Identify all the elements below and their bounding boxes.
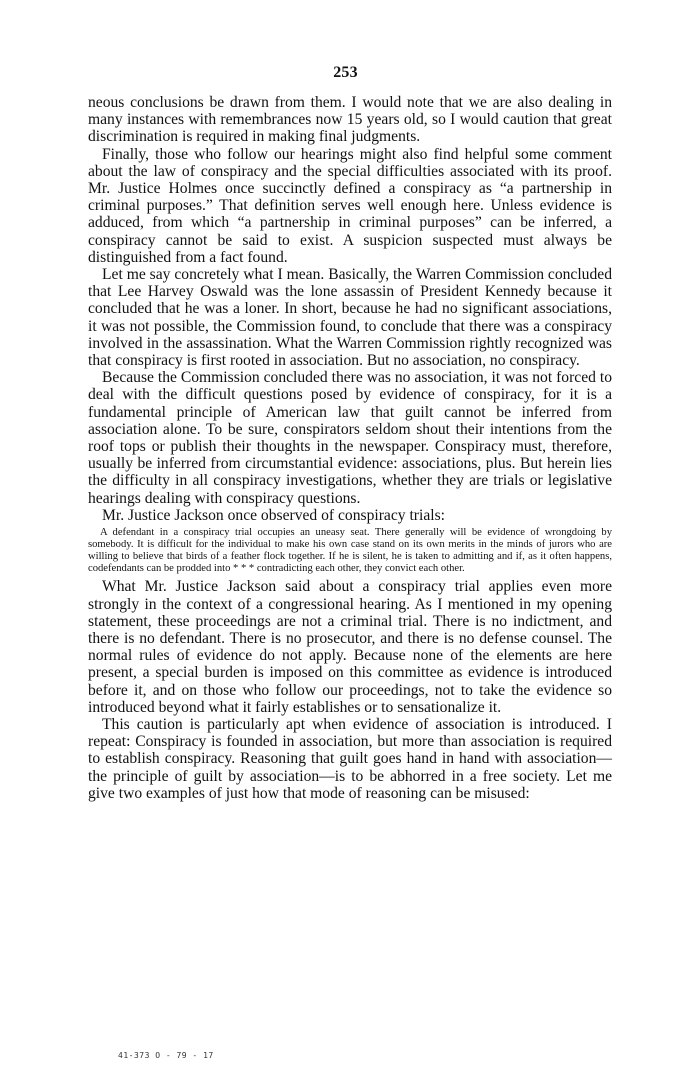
document-body: [88, 94, 612, 802]
paragraph: Let me say concretely what I mean. Basically, the Warren Commission concluded that Lee Harvey Oswald was the lone assassin of President Kennedy because it concluded that he was a loner. In short, because he had no significant associations, it was not possible, the Commission found, to conclude that there was a conspiracy involved in the assassination. What the Warren Commission rightly recognized was that conspiracy is first rooted in association. But no association, no conspiracy.: [88, 266, 612, 370]
paragraph: Because the Commission concluded there was no association, it was not forced to deal with the difficult questions posed by evidence of conspiracy, for it is a fundamental principle of American law that guilt cannot be inferred from association alone. To be sure, conspirators seldom shout their intentions from the roof tops or publish their thoughts in the newspaper. Conspiracy must, therefore, usually be inferred from circumstantial evidence: associations, plus. But herein lies the difficulty in all conspiracy investigations, whether they are trials or legislative hearings dealing with conspiracy questions.: [88, 369, 612, 507]
printing-code: 41-373 O - 79 - 17: [118, 1051, 214, 1060]
block-quote: A defendant in a conspiracy trial occupies an uneasy seat. There generally will be evidence of wrongdoing by somebody. It is difficult for the individual to make his own case stand on its own merits in the minds of jurors who are willing to believe that birds of a feather flock together. If he is silent, he is taken to admitting and if, as it often happens, codefendants can be prodded into * * * contradicting each other, they convict each other.: [88, 527, 612, 575]
page-number: 253: [333, 64, 358, 81]
paragraph: Mr. Justice Jackson once observed of conspiracy trials:: [102, 506, 445, 524]
paragraph: Finally, those who follow our hearings might also find helpful some comment about the law of conspiracy and the special difficulties associated with its proof. Mr. Justice Holmes once succinctly defined a conspiracy as “a partnership in criminal purposes.” That definition serves well enough here. Unless evidence is adduced, from which “a partnership in criminal purposes” can be inferred, a conspiracy cannot be said to exist. A suspicion suspected must always be distinguished from a fact found.: [88, 145, 612, 266]
paragraph: neous conclusions be drawn from them. I would note that we are also dealing in many instances with remembrances now 15 years old, so I would caution that great discrimination is required in making final judgments.: [88, 94, 612, 146]
paragraph: This caution is particularly apt when evidence of association is introduced. I repeat: Conspiracy is founded in association, but more than association is required to establish conspiracy. Reasoning that guilt goes hand in hand with association—the principle of guilt by association—is to be abhorred in a free society. Let me give two examples of just how that mode of reasoning can be misused:: [88, 716, 612, 802]
paragraph: What Mr. Justice Jackson said about a conspiracy trial applies even more strongly in the context of a congressional hearing. As I mentioned in my opening statement, these proceedings are not a criminal trial. There is no indictment, and there is no defendant. There is no prosecutor, and there is no defense counsel. The normal rules of evidence do not apply. Because none of the elements are here present, a special burden is imposed on this committee as evidence is introduced before it, and on those who follow our proceedings, not to take the evidence so introduced beyond what it fairly establishes or to sensationalize it.: [88, 578, 612, 716]
